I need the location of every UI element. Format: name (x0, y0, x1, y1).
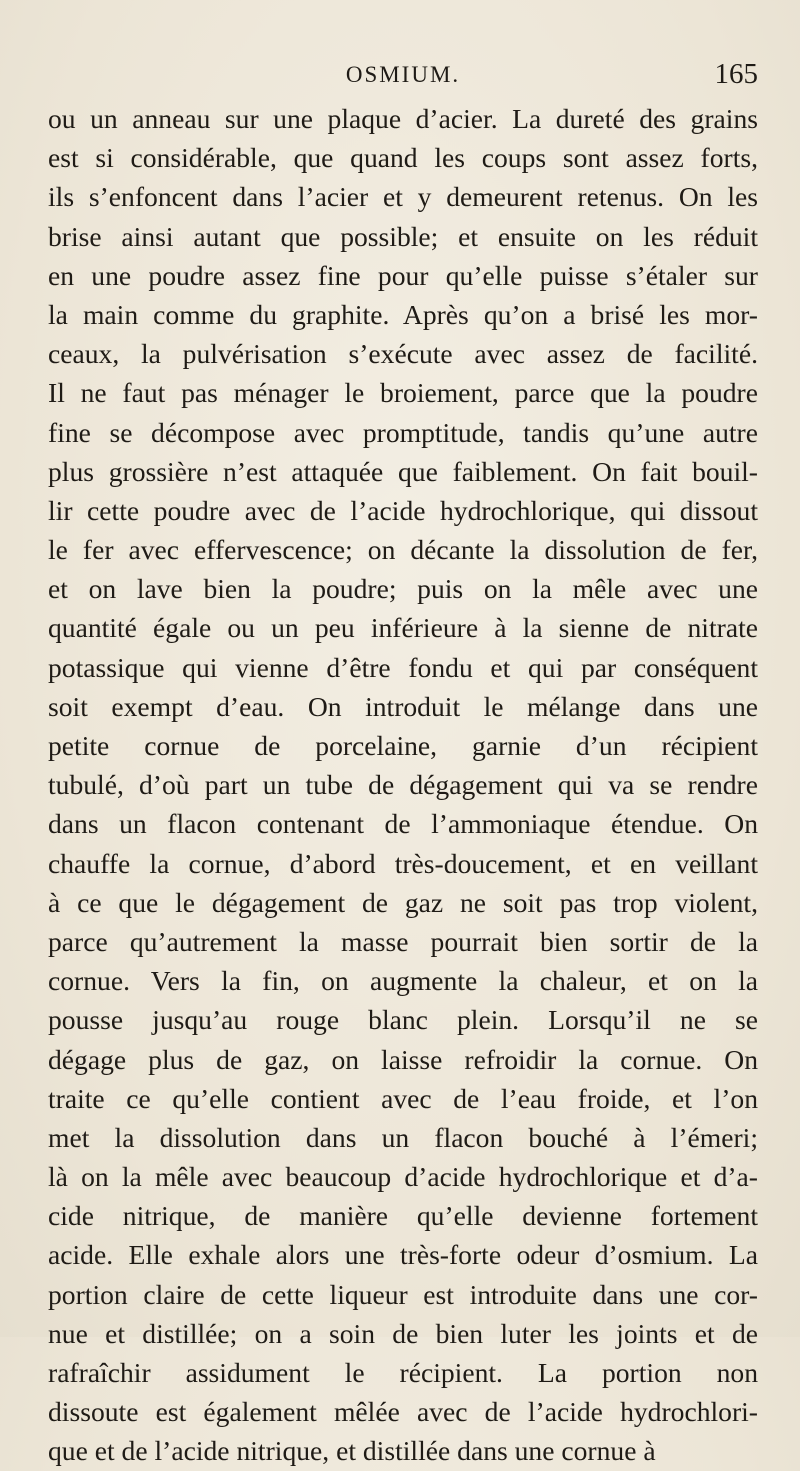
text-line: traite ce qu’elle contient avec de l’eau froide, et l’on (48, 1082, 758, 1114)
text-line: Il ne faut pas ménager le broiement, parce que la poudre (48, 377, 758, 409)
running-head (48, 58, 758, 98)
text-line: petite cornue de porcelaine, garnie d’un récipient (48, 730, 758, 761)
text-line: en une poudre assez fine pour qu’elle puisse s’étaler sur (48, 259, 758, 291)
text-line: portion claire de cette liqueur est introduite dans une cor- (48, 1278, 758, 1310)
text-line: à ce que le dégagement de gaz ne soit pas trop violent, (48, 886, 758, 918)
text-line: rafraîchir assidument le récipient. La portion non (48, 1357, 758, 1388)
text-line: ils s’enfoncent dans l’acier et y demeurent retenus. On les (48, 181, 758, 213)
text-line: tubulé, d’où part un tube de dégagement qui va se rendre (48, 769, 758, 801)
text-line: lir cette poudre avec de l’acide hydrochlorique, qui dissout (48, 494, 758, 526)
text-line: dégage plus de gaz, on laisse refroidir la cornue. On (48, 1043, 758, 1075)
text-line: que et de l’acide nitrique, et distillée dans une cornue à (48, 1435, 656, 1467)
text-line: nue et distillée; on a soin de bien luter les joints et de (48, 1317, 758, 1349)
text-line: ou un anneau sur une plaque d’acier. La dureté des grains (48, 103, 758, 134)
running-title: OSMIUM. (345, 62, 461, 87)
text-line: chauffe la cornue, d’abord très-doucement, et en veillant (48, 847, 758, 879)
page-number: 165 (714, 58, 758, 90)
text-line: là on la mêle avec beaucoup d’acide hydrochlorique et d’a- (48, 1161, 758, 1193)
text-line: le fer avec effervescence; on décante la dissolution de fer, (48, 534, 758, 566)
text-line: soit exempt d’eau. On introduit le mélange dans une (48, 690, 758, 722)
text-line: parce qu’autrement la masse pourrait bien sortir de la (48, 925, 758, 957)
text-line: plus grossière n’est attaquée que faiblement. On fait bouil- (48, 455, 758, 487)
text-line: est si considérable, que quand les coups sont assez forts, (48, 142, 758, 174)
text-line: met la dissolution dans un flacon bouché à l’émeri; (48, 1121, 758, 1153)
text-line: dans un flacon contenant de l’ammoniaque étendue. On (48, 808, 758, 840)
text-line: la main comme du graphite. Après qu’on a brisé les mor- (48, 298, 758, 330)
body-text (48, 99, 758, 1471)
text-line: acide. Elle exhale alors une très-forte odeur d’osmium. La (48, 1239, 758, 1271)
text-line: cide nitrique, de manière qu’elle devienne fortement (48, 1200, 758, 1232)
text-line: brise ainsi autant que possible; et ensuite on les réduit (48, 220, 758, 252)
text-line: cornue. Vers la fin, on augmente la chaleur, et on la (48, 965, 758, 997)
text-line: fine se décompose avec promptitude, tandis qu’une autre (48, 416, 758, 448)
text-line: potassique qui vienne d’être fondu et qui par conséquent (48, 651, 758, 683)
text-line: pousse jusqu’au rouge blanc plein. Lorsqu’il ne se (48, 1004, 758, 1036)
text-line: quantité égale ou un peu inférieure à la sienne de nitrate (48, 612, 758, 644)
text-line: dissoute est également mêlée avec de l’acide hydrochlori- (48, 1396, 758, 1428)
text-line: ceaux, la pulvérisation s’exécute avec assez de facilité. (48, 338, 758, 370)
text-line: et on lave bien la poudre; puis on la mêle avec une (48, 573, 758, 605)
